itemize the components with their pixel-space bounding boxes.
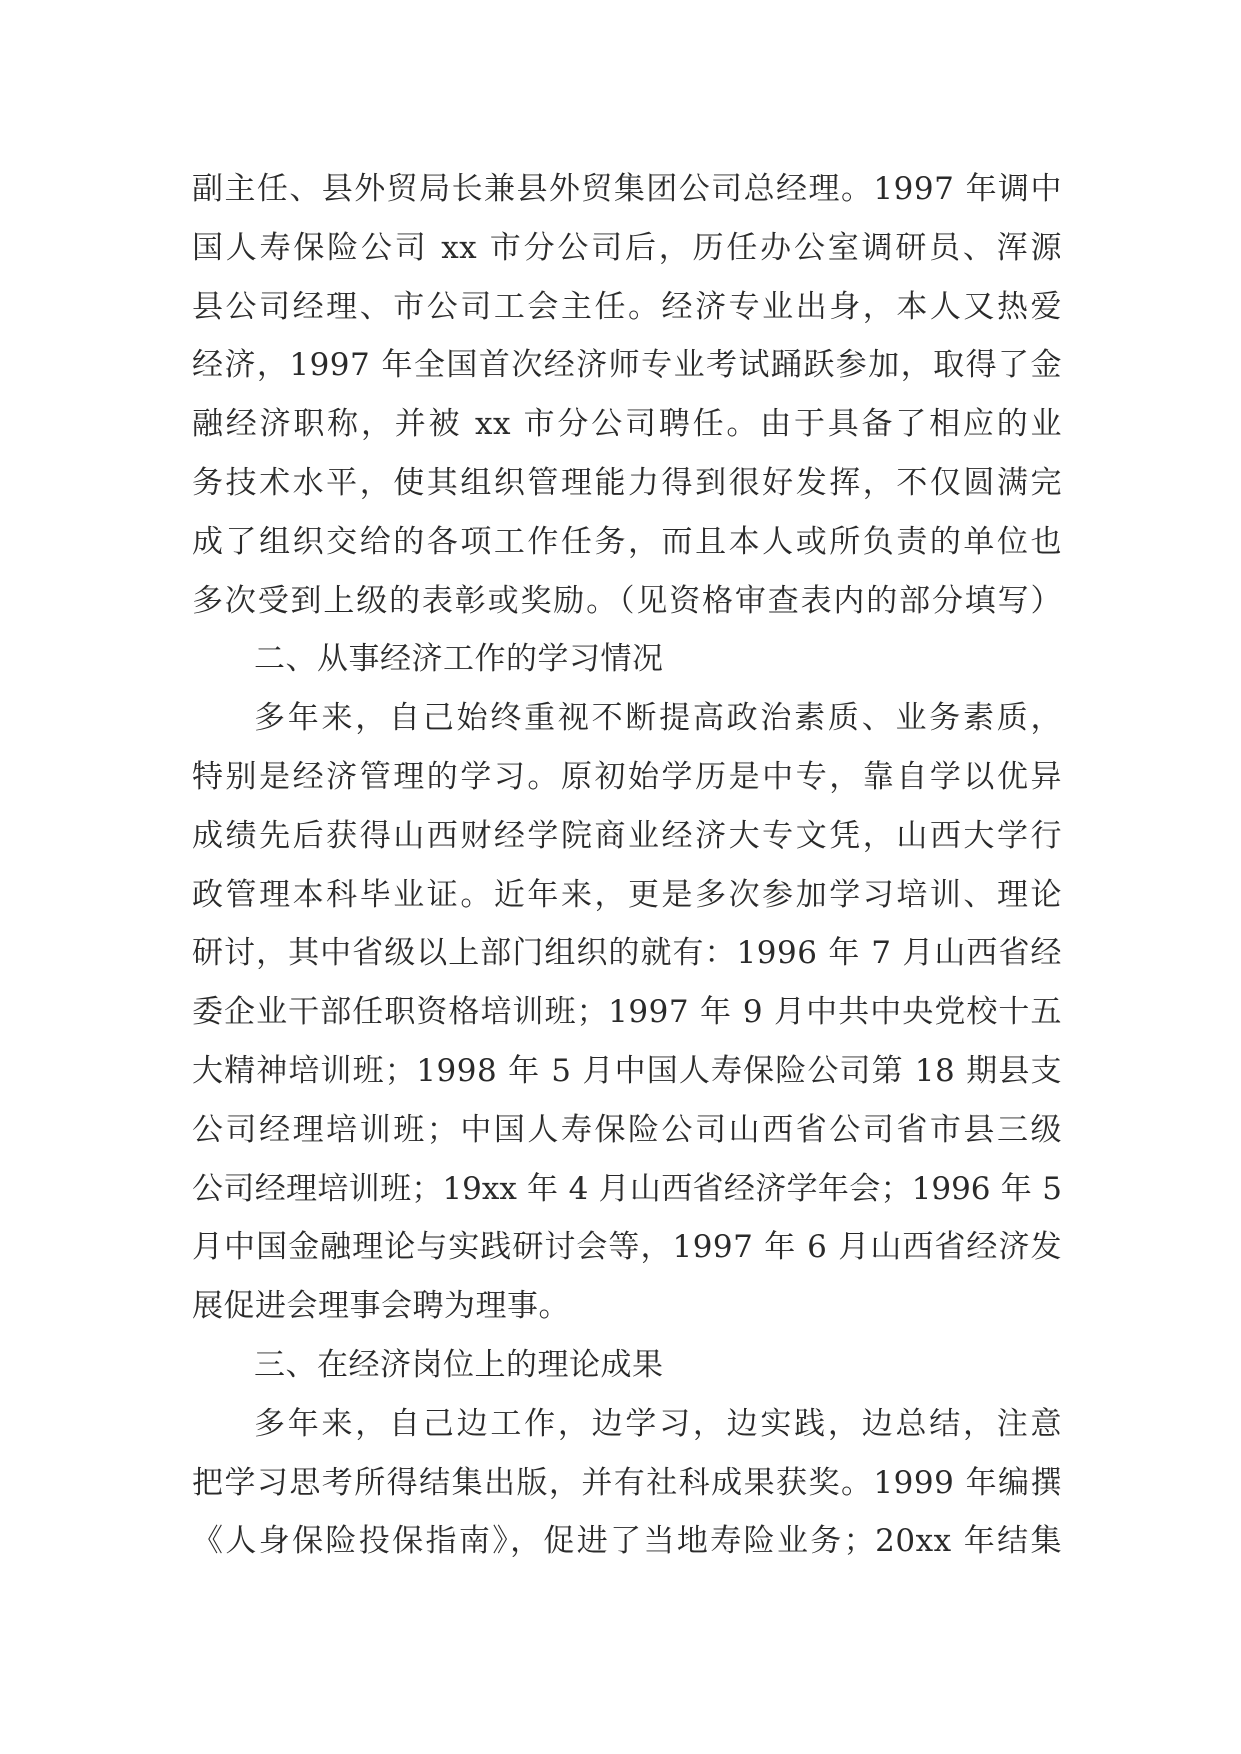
text-line: 成了组织交给的各项工作任务，而且本人或所负责的单位也 [192,523,1062,560]
text-line: 公司经理培训班；19xx 年 4 月山西省经济学年会；1996 年 5 [192,1170,1062,1207]
section-heading-3: 三、在经济岗位上的理论成果 [254,1346,664,1383]
text-line: 研讨，其中省级以上部门组织的就有：1996 年 7 月山西省经 [192,935,1062,972]
text-line: 务技术水平，使其组织管理能力得到很好发挥，不仅圆满完 [192,464,1062,501]
text-line: 经济，1997 年全国首次经济师专业考试踊跃参加，取得了金 [192,347,1062,384]
text-line: 委企业干部任职资格培训班；1997 年 9 月中共中央党校十五 [192,994,1062,1031]
paragraph-first-line: 多年来，自己边工作，边学习，边实践，边总结，注意 [254,1405,1062,1442]
text-line: 政管理本科毕业证。近年来，更是多次参加学习培训、理论 [192,876,1062,913]
text-line: 《人身保险投保指南》，促进了当地寿险业务；20xx 年结集 [192,1523,1062,1560]
text-line: 县公司经理、市公司工会主任。经济专业出身，本人又热爱 [192,288,1062,325]
text-line: 大精神培训班；1998 年 5 月中国人寿保险公司第 18 期县支 [192,1052,1062,1089]
text-line: 成绩先后获得山西财经学院商业经济大专文凭，山西大学行 [192,817,1062,854]
text-line: 多次受到上级的表彰或奖励。（见资格审查表内的部分填写） [192,582,1062,619]
text-line: 把学习思考所得结集出版，并有社科成果获奖。1999 年编撰 [192,1464,1062,1501]
section-heading-2: 二、从事经济工作的学习情况 [254,641,664,678]
text-line: 特别是经济管理的学习。原初始学历是中专，靠自学以优异 [192,758,1062,795]
paragraph-last-line: 展促进会理事会聘为理事。 [192,1288,570,1325]
paragraph-first-line: 多年来，自己始终重视不断提高政治素质、业务素质， [254,700,1062,737]
text-line: 国人寿保险公司 xx 市分公司后，历任办公室调研员、浑源 [192,229,1062,266]
text-line: 副主任、县外贸局长兼县外贸集团公司总经理。1997 年调中 [192,171,1062,207]
document-body [192,160,1062,1571]
text-line: 公司经理培训班；中国人寿保险公司山西省公司省市县三级 [192,1111,1062,1148]
text-line: 月中国金融理论与实践研讨会等，1997 年 6 月山西省经济发 [192,1229,1062,1266]
text-line: 融经济职称，并被 xx 市分公司聘任。由于具备了相应的业 [192,406,1062,443]
